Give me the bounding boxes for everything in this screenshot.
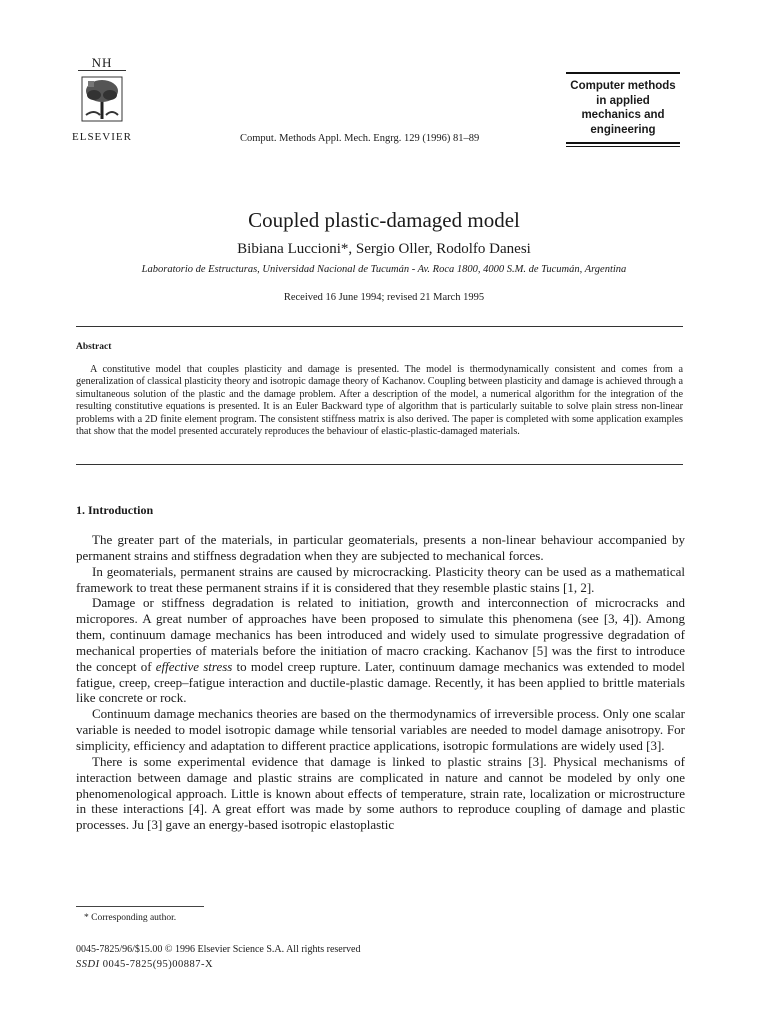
- abstract-text: A constitutive model that couples plasticity and damage is presented. The model is thermodynamically consistent and comes from a generalization of classical plasticity theory and isotropic damage theory of Kachanov. Coupling between plasticity and damage is achieved through a simultaneous solution of the plastic and the damage problem. After a description of the model, a numerical algorithm for the integration of the resulting constitutive equations is presented. It is an Euler Backward type of algorithm that is particularly suitable to solve plain stress non-linear problems with a 2D finite element program. The consistent stiffness matrix is also derived. The paper is completed with some application examples that show that the model presented accurately reproduces the behaviour of elastic-plastic-damaged materials.: [76, 364, 683, 438]
- paragraph: The greater part of the materials, in particular geomaterials, presents a non-linear behaviour accompanied by permanent strains and stiffness degradation when they are subjected to mechanical forces.: [76, 532, 685, 563]
- divider: [76, 326, 683, 327]
- divider: [76, 464, 683, 465]
- paragraph: In geomaterials, permanent strains are caused by microcracking. Plasticity theory can be used as a mathematical framework to treat these permanent strains if it is considered that they resemble plastic stains [1, 2].: [76, 563, 685, 595]
- paragraph: [76, 595, 685, 706]
- journal-name-line: engineering: [590, 123, 656, 136]
- section-heading: 1. Introduction: [76, 503, 154, 517]
- article-authors: Bibiana Luccioni*, Sergio Oller, Rodolfo Danesi: [237, 241, 531, 257]
- footnote: * Corresponding author.: [84, 913, 177, 923]
- ssdi-label: SSDI: [76, 959, 100, 970]
- introduction-body: [76, 532, 685, 833]
- tree-emblem-icon: [80, 75, 124, 125]
- journal-name-line: in applied: [596, 94, 650, 107]
- ssdi-line: [76, 959, 213, 970]
- copyright-line: 0045-7825/96/$15.00 © 1996 Elsevier Science S.A. All rights reserved: [76, 944, 361, 955]
- paragraph-text: to model creep rupture. Later, continuum damage mechanics was extended to model fatigue, creep, creep–fatigue interaction and ductile-plastic damage. Recently, it has been applied to brittle materials like concrete or rock.: [76, 658, 686, 706]
- ssdi-value: 0045-7825(95)00887-X: [99, 959, 214, 970]
- paragraph: There is some experimental evidence that damage is linked to plastic strains [3]. Physical mechanisms of interaction between damage and plastic strains are complicated in nature and cannot be modeled by only one phenomenological approach. Little is known about effects of temperature, strain rate, localization or microstructure in these interactions [4]. A great effort was made by some authors to reproduce coupling of damage and plastic processes. Ju [3] gave an energy-based isotropic elastoplastic: [76, 753, 685, 833]
- abstract-heading: Abstract: [76, 342, 112, 352]
- footnote-divider: [76, 906, 204, 907]
- journal-citation: Comput. Methods Appl. Mech. Engrg. 129 (1996) 81–89: [240, 133, 480, 144]
- publisher-name: ELSEVIER: [72, 131, 132, 143]
- journal-box-bottom-rule: [566, 142, 680, 144]
- publisher-logo: [72, 56, 132, 130]
- nh-logo-text: NH: [78, 56, 126, 71]
- received-dates: Received 16 June 1994; revised 21 March 1995: [283, 292, 485, 303]
- emphasized-term: effective stress: [155, 658, 233, 674]
- journal-box-bottom-rule-thin: [566, 146, 680, 147]
- journal-name: [566, 74, 680, 142]
- journal-name-line: Computer methods: [570, 80, 676, 92]
- journal-title-box: [566, 72, 680, 147]
- journal-name-line: mechanics and: [581, 109, 665, 121]
- author-affiliation: Laboratorio de Estructuras, Universidad Nacional de Tucumán - Av. Roca 1800, 4000 S.M. de Tucumán, Argentina: [141, 264, 627, 275]
- paragraph-text: Damage or stiffness degradation is related to initiation, growth and interconnection of microcracks and micropores. A great number of approaches have been proposed to simulate this phenomena (see [3, 4]). Among them, continuum damage mechanics has been introduced and widely used to simulate progressive degradation of mechanical properties of materials before the initiation of macro cracking. Kachanov [5] was the first to introduce the concept of: [76, 595, 685, 674]
- paragraph: Continuum damage mechanics theories are based on the thermodynamics of irreversible process. Only one scalar variable is needed to model isotropic damage while tensorial variables are needed to model damage anisotropy. For simplicity, efficiency and adaptation to different practice applications, isotropic formulations are widely used [3].: [76, 706, 685, 753]
- article-title: Coupled plastic-damaged model: [248, 208, 520, 232]
